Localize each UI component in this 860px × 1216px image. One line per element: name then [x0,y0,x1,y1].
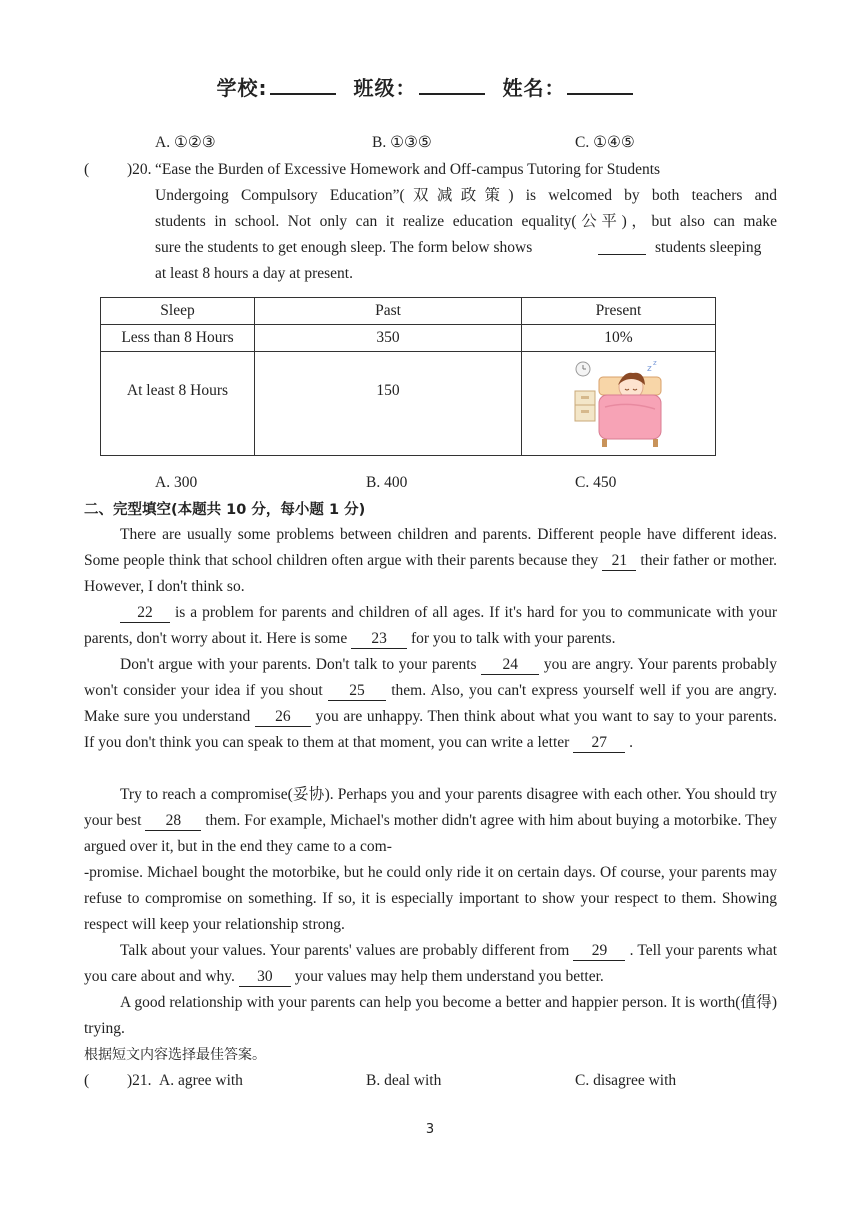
instruction-text: 根据短文内容选择最佳答案。 [84,1047,266,1063]
passage-paragraph-3 [84,652,777,756]
q20-line-4b: students sleeping [655,239,762,256]
table-row [101,325,716,352]
blank-22[interactable]: 22 [120,604,170,623]
q20-answer-paren: ( [84,161,90,178]
passage-text: Try to reach a compromise(妥协). Perhaps you and your parents disagree with each other. You should try your best [84,786,777,829]
passage-text: their father or mother. However, I don't think so. [84,552,778,595]
q20-option-a: A. 300 [155,474,198,491]
table-row [101,352,716,456]
q20-line-3: students in school. Not only can it realize education equality(公平)，but also can make [155,213,777,230]
passage-text: Don't argue with your parents. Don't talk to your parents [120,656,477,673]
svg-text:z: z [652,358,657,367]
table-header-past: Past [255,298,522,325]
blank-29[interactable]: 29 [573,942,625,961]
passage-text: your values may help them understand you better. [294,968,604,985]
passage-text: . Tell your parents what you care about and why. [84,942,778,985]
school-label: 学校: [216,76,268,100]
passage-paragraph-5 [84,938,777,990]
table-cell-image [522,352,716,456]
sleep-table [100,297,716,456]
table-cell: 10% [522,325,716,352]
table-cell: At least 8 Hours [101,352,255,456]
passage-text: There are usually some problems between children and parents. Different people have different ideas. Some people think that school children often argue with their parents because they [84,526,777,569]
blank-25[interactable]: 25 [328,682,386,701]
q20-number: )20. [127,161,152,178]
passage-text: is a problem for parents and children of all ages. If it's hard for you to communicate with your parents, don't worry about it. Here is some [84,604,778,647]
q21-option-b: B. deal with [366,1072,442,1089]
q20-option-c: C. 450 [575,474,617,491]
table-cell: 150 [255,352,522,456]
table-header-row [101,298,716,325]
q19-option-a: A. ①②③ [155,134,216,151]
q20-line-4a: sure the students to get enough sleep. The form below shows [155,239,533,256]
name-label: 姓名： [502,76,566,100]
passage-text: -promise. Michael bought the motorbike, but he could only ride it on certain days. Of course, your parents may refuse to compromise on something. If so, it is especially important to show your respect to them. Showing respect will keep your relationship strong. [84,864,777,933]
passage-text: for you to talk with your parents. [410,630,616,647]
passage-text: Talk about your values. Your parents' values are probably different from [120,942,570,959]
q20-answer-blank [598,254,646,255]
blank-23[interactable]: 23 [351,630,407,649]
passage-paragraph-1 [84,522,777,600]
table-cell: 350 [255,325,522,352]
page-number: 3 [425,1122,435,1137]
blank-26[interactable]: 26 [255,708,311,727]
q20-line-1: “Ease the Burden of Excessive Homework and Off-campus Tutoring for Students [155,161,661,178]
passage-paragraph-4 [84,782,777,860]
table-cell: Less than 8 Hours [101,325,255,352]
passage-text: . [629,734,633,751]
blank-30[interactable]: 30 [239,968,291,987]
q19-option-b: B. ①③⑤ [372,134,432,151]
svg-text:z: z [646,363,652,374]
q21-option-c: C. disagree with [575,1072,677,1089]
passage-paragraph-2 [84,600,777,652]
school-blank[interactable] [270,75,336,95]
q19-option-c: C. ①④⑤ [575,134,635,151]
name-blank[interactable] [567,75,633,95]
blank-28[interactable]: 28 [145,812,201,831]
blank-27[interactable]: 27 [573,734,625,753]
passage-text: them. For example, Michael's mother didn't agree with him about buying a motorbike. They argued over it, but in the end they came to a com- [84,812,777,855]
student-info-header [0,72,860,101]
blank-21[interactable]: 21 [602,552,636,571]
table-header-present: Present [522,298,716,325]
class-blank[interactable] [419,75,485,95]
passage-paragraph-4-cont [84,860,777,938]
q21-answer-paren: ( [84,1072,90,1089]
q21-option-a: A. agree with [159,1072,243,1089]
q20-line-5: at least 8 hours a day at present. [155,265,353,282]
q21-number: )21. [127,1072,152,1089]
passage-text: them. Also, you can't express yourself well if you are angry. Make sure you understand [84,682,778,725]
passage-text: you are angry. Your parents probably won't consider your idea if you shout [84,656,778,699]
blank-24[interactable]: 24 [481,656,539,675]
sleeping-girl-illustration [569,357,669,451]
class-label: 班级： [353,76,417,100]
table-header-sleep: Sleep [101,298,255,325]
passage-paragraph-6 [84,990,777,1042]
section-title: 二、完型填空(本题共 10 分，每小题 1 分) [84,502,366,518]
passage-text: you are unhappy. Then think about what you want to say to your parents. If you don't think you can speak to them at that moment, you can write a letter [84,708,778,751]
q20-line-2: Undergoing Compulsory Education”(双减政策) is welcomed by both teachers and [155,187,777,204]
q20-option-b: B. 400 [366,474,408,491]
passage-text: A good relationship with your parents can help you become a better and happier person. It is worth(值得) trying. [84,994,777,1037]
